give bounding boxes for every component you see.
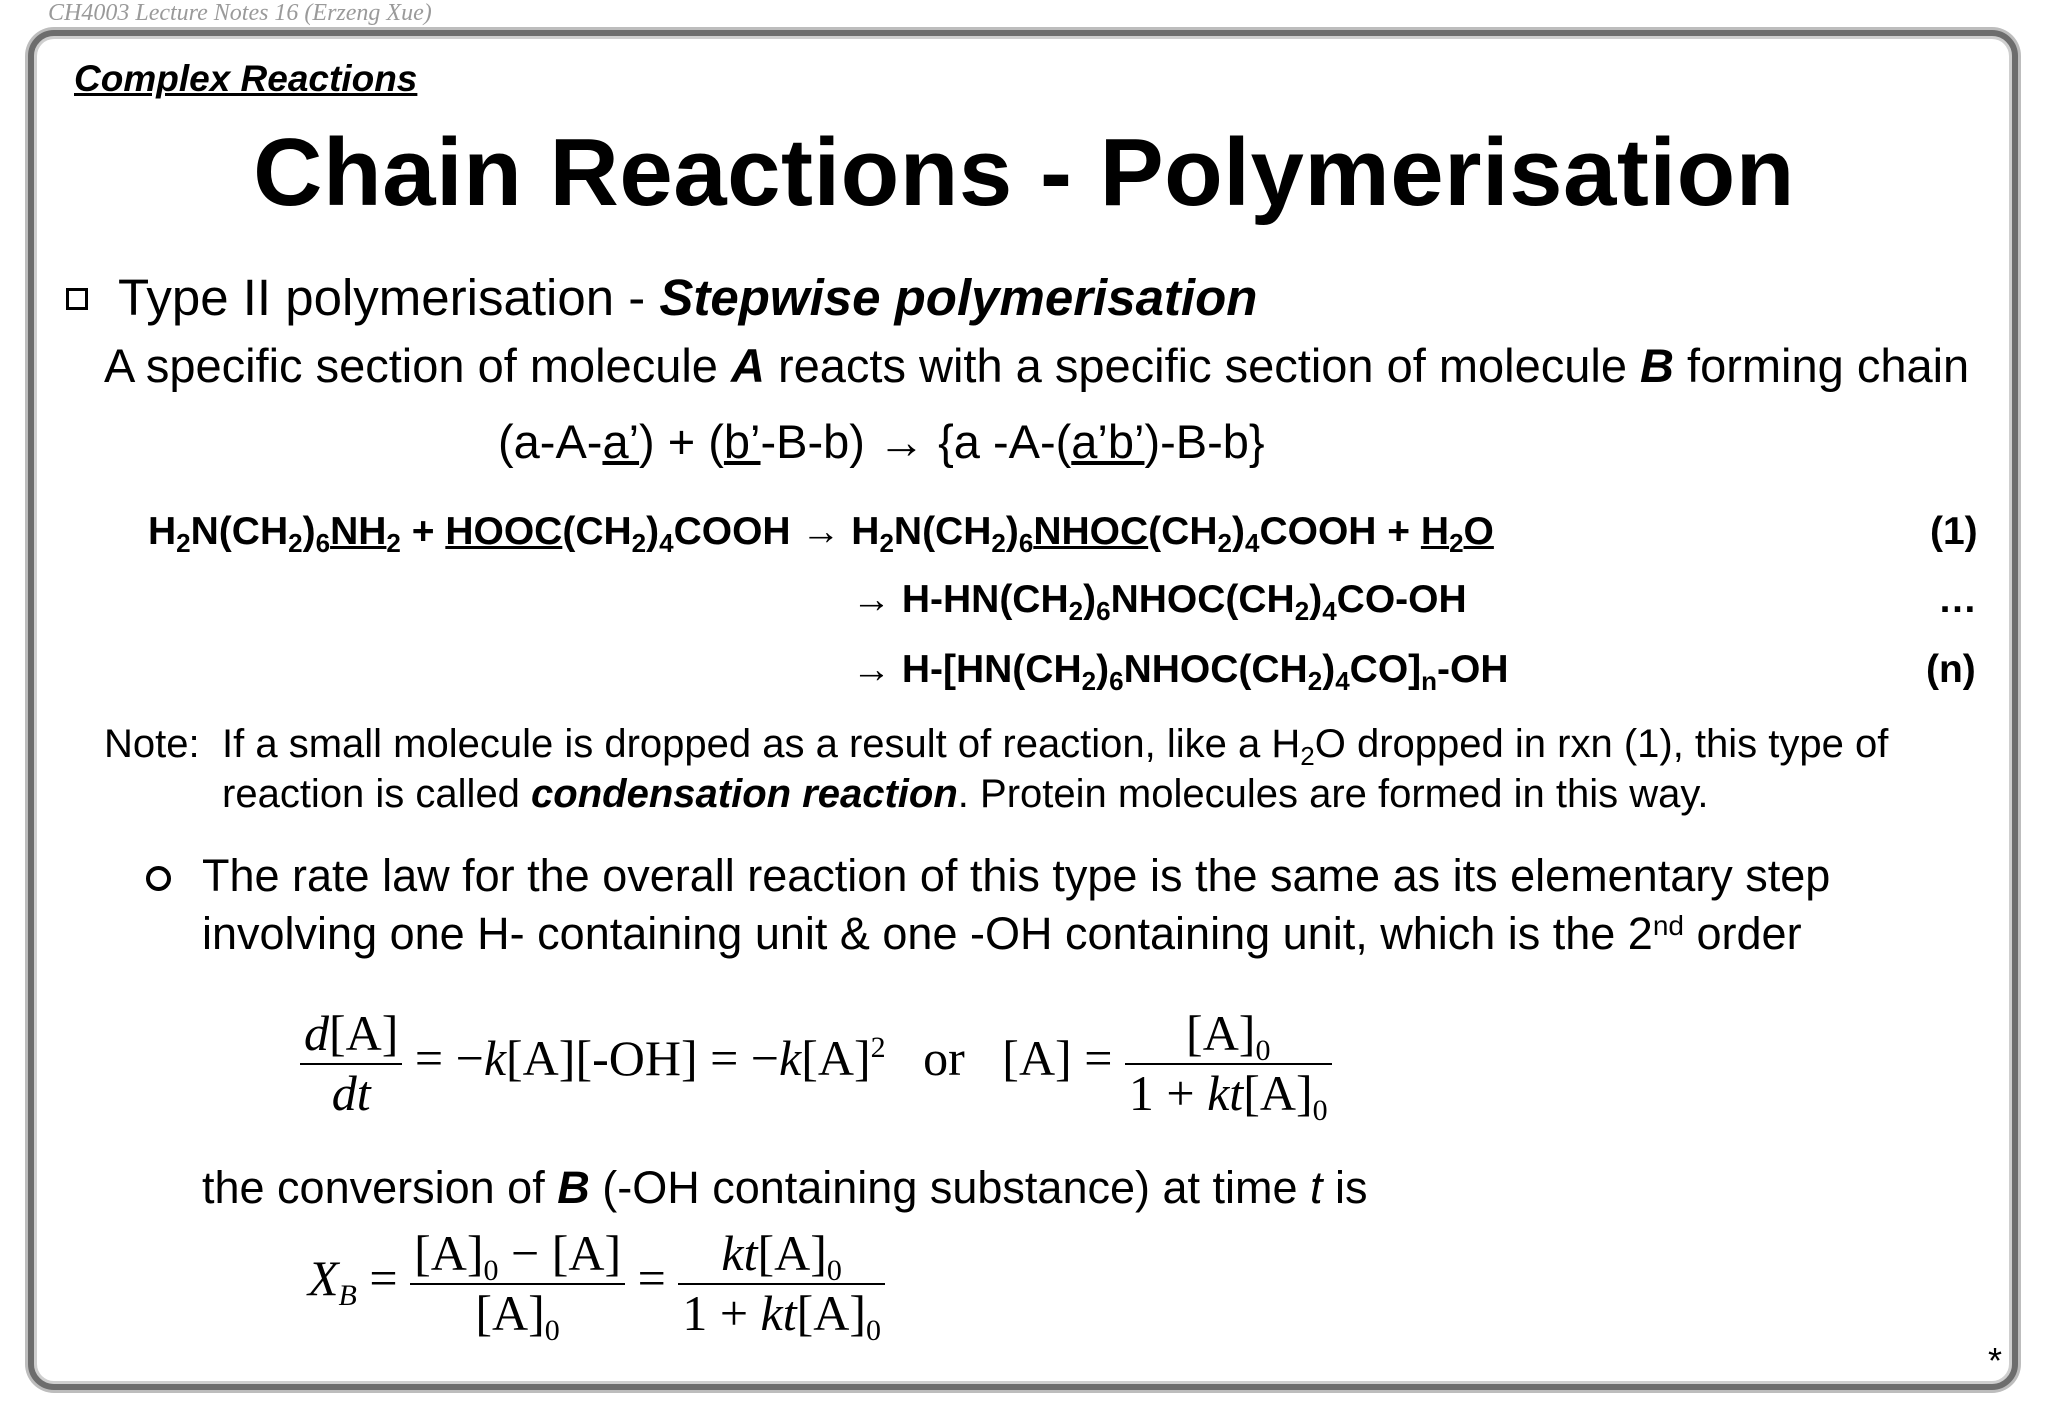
conversion-statement: the conversion of B (-OH containing substance) at time t is bbox=[202, 1162, 1368, 1213]
slide-title: Chain Reactions - Polymerisation bbox=[253, 119, 1795, 226]
bullet-heading: Type II polymerisation - Stepwise polymerisation bbox=[118, 269, 1258, 326]
note-line-2: reaction is called condensation reaction. Protein molecules are formed in this way. bbox=[222, 772, 1709, 816]
page-mark: * bbox=[1988, 1340, 2003, 1381]
note-label: Note: bbox=[104, 722, 200, 766]
section-label: Complex Reactions bbox=[74, 58, 418, 99]
reaction-n: → $H-[HN(CH_2)_6NHOC(CH_2)_4CO]_n-OH$ bbox=[852, 648, 1509, 696]
reaction-1-number: (1) bbox=[1930, 510, 1978, 553]
rate-law-line-2: involving one H- containing unit & one -OH containing unit, which is the 2nd order bbox=[202, 908, 1802, 959]
reaction-2: → $H-HN(CH_2)_6NHOC(CH_2)_4CO-OH$ bbox=[852, 578, 1467, 626]
rate-law-equation: $\frac{d[A]}{dt}$ = $-k[A][-OH] = -k[A]^2$ or [A] = $\frac{[A]_0}{1 + kt[A]_0}$ bbox=[300, 1005, 1332, 1122]
reaction-n-number: (n) bbox=[1926, 648, 1976, 691]
general-scheme: (a-A-a’) + (b’-B-b) → {a -A-(a’b’)-B-b} bbox=[498, 415, 1265, 468]
description-paragraph: A specific section of molecule A reacts with a specific section of molecule B forming chain bbox=[104, 339, 1970, 392]
circle-bullet-icon bbox=[146, 866, 171, 891]
conversion-equation: $X_B$ = $\frac{[A]_0 - [A]}{[A]_0}$ = $\frac{kt[A]_0}{1 + kt[A]_0}$ bbox=[308, 1225, 885, 1342]
rate-law-line-1: The rate law for the overall reaction of this type is the same as its elementary step bbox=[202, 850, 1831, 901]
reaction-1: $H_2N(CH_2)_6NH_2$ + $HOOC(CH_2)_4COOH$ → $H_2N(CH_2)_6NHOC(CH_2)_4COOH + H_2O$ bbox=[148, 510, 1494, 558]
square-bullet-icon bbox=[66, 288, 88, 310]
reaction-2-number: … bbox=[1938, 578, 1977, 621]
header-note: CH4003 Lecture Notes 16 (Erzeng Xue) bbox=[48, 0, 432, 26]
note-line-1: If a small molecule is dropped as a result of reaction, like a $H_2O$ dropped in rxn (1), this type of bbox=[222, 722, 1889, 771]
